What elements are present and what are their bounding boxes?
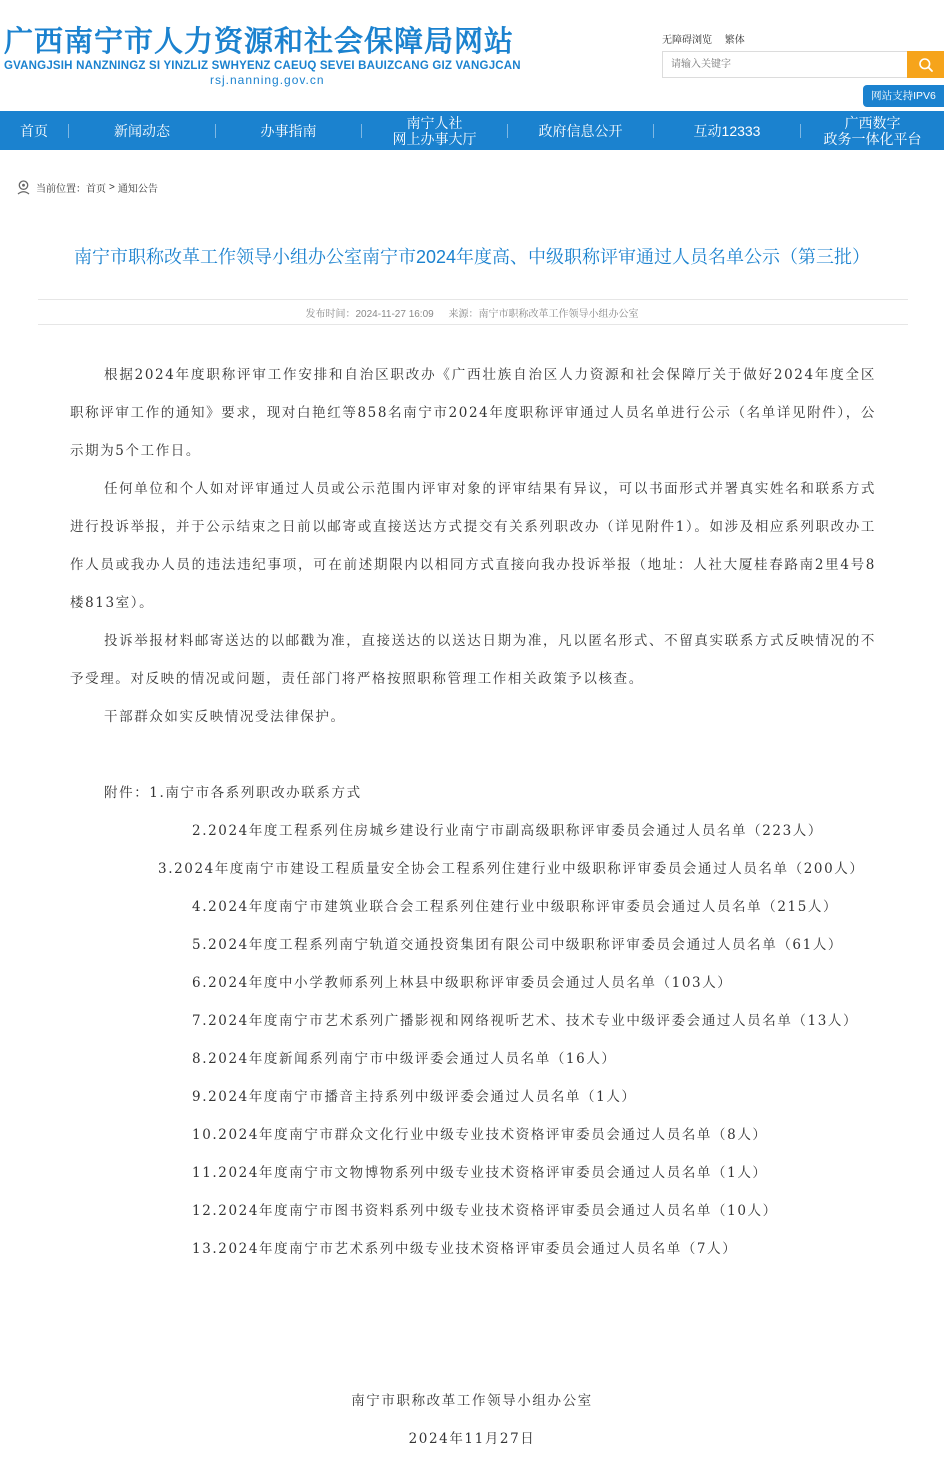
logo-title: 广西南宁市人力资源和社会保障局网站	[4, 24, 515, 58]
attachment-item[interactable]: 13.2024年度南宁市艺术系列中级专业技术资格评审委员会通过人员名单（7人）	[192, 1241, 738, 1257]
attachment-item[interactable]: 4.2024年度南宁市建筑业联合会工程系列住建行业中级职称评审委员会通过人员名单（215人）	[192, 899, 839, 915]
nav-item-digital-platform[interactable]: 广西数字 政务一体化平台	[823, 114, 922, 147]
breadcrumb-current[interactable]: 通知公告	[117, 183, 158, 195]
article-meta	[0, 305, 944, 320]
meta-divider	[38, 324, 908, 325]
logo-url: rsj.nanning.gov.cn	[210, 73, 325, 87]
spacer	[70, 736, 876, 774]
accessibility-link[interactable]: 无障碍浏览	[662, 35, 712, 46]
nav-item-interaction[interactable]: 互动12333	[693, 122, 761, 139]
site-header	[0, 0, 944, 110]
attachment-item[interactable]: 9.2024年度南宁市播音主持系列中级评委会通过人员名单（1人）	[192, 1089, 637, 1105]
nav-item-gov-info[interactable]: 政府信息公开	[538, 122, 623, 139]
search-input[interactable]	[663, 52, 907, 77]
top-links	[662, 31, 755, 46]
nav-item-home[interactable]: 首页	[20, 122, 48, 139]
body-paragraph: 投诉举报材料邮寄送达的以邮戳为准，直接送达的以送达日期为准，凡以匿名形式、不留真实联系方式反映情况的不予受理。对反映的情况或问题，责任部门将严格按照职称管理工作相关政策予以核查。	[70, 633, 876, 687]
attachment-item[interactable]: 3.2024年度南宁市建设工程质量安全协会工程系列住建行业中级职称评审委员会通过人员名单（200人）	[158, 861, 865, 877]
attachment-item[interactable]: 6.2024年度中小学教师系列上林县中级职称评审委员会通过人员名单（103人）	[192, 975, 733, 991]
nav-item-news[interactable]: 新闻动态	[114, 122, 170, 139]
site-logo[interactable]	[4, 24, 544, 88]
body-paragraph: 根据2024年度职称评审工作安排和自治区职改办《广西壮族自治区人力资源和社会保障厅关于做好2024年度全区职称评审工作的通知》要求，现对白艳红等858名南宁市2024年度职称评审通过人员名单进行公示（名单详见附件），公示期为5个工作日。	[70, 367, 876, 459]
search-icon	[918, 57, 934, 73]
breadcrumb-home[interactable]: 首页	[86, 183, 106, 195]
traditional-chinese-link[interactable]: 繁体	[724, 35, 745, 46]
main-nav	[0, 111, 944, 150]
attachment-item[interactable]: 12.2024年度南宁市图书资料系列中级专业技术资格评审委员会通过人员名单（10人）	[192, 1203, 778, 1219]
title-divider	[38, 299, 908, 300]
signature-org: 南宁市职称改革工作领导小组办公室	[351, 1393, 593, 1409]
article-source: 来源：南宁市职称改革工作领导小组办公室	[448, 309, 639, 320]
breadcrumb-separator: >	[109, 181, 115, 193]
nav-item-online-hall[interactable]: 南宁人社 网上办事大厅	[392, 114, 477, 147]
attachment-item[interactable]: 8.2024年度新闻系列南宁市中级评委会通过人员名单（16人）	[192, 1051, 617, 1067]
search-button[interactable]	[907, 51, 944, 78]
article-title: 南宁市职称改革工作领导小组办公室南宁市2024年度高、中级职称评审通过人员名单公示（第三批）	[73, 247, 871, 267]
attachment-item[interactable]: 2.2024年度工程系列住房城乡建设行业南宁市副高级职称评审委员会通过人员名单（223人）	[192, 823, 824, 839]
body-paragraph: 任何单位和个人如对评审通过人员或公示范围内评审对象的评审结果有异议，可以书面形式并署真实姓名和联系方式进行投诉举报，并于公示结束之日前以邮寄或直接送达方式提交有关系列职改办（详见附件1）。如涉及相应系列职改办工作人员或我办人员的违法违纪事项，可在前述期限内以相同方式直接向我办投诉举报（地址：人社大厦桂春路南2里4号8楼813室）。	[70, 481, 876, 611]
publish-time: 发布时间：2024-11-27 16:09	[305, 309, 434, 320]
nav-item-guide[interactable]: 办事指南	[260, 122, 317, 139]
search-box	[662, 51, 908, 78]
attachment-item[interactable]: 10.2024年度南宁市群众文化行业中级专业技术资格评审委员会通过人员名单（8人）	[192, 1127, 768, 1143]
location-pin-icon	[15, 179, 32, 196]
breadcrumb-prefix: 当前位置：	[36, 183, 86, 195]
attachment-item[interactable]: 附件：1.南宁市各系列职改办联系方式	[104, 785, 362, 801]
ipv6-badge: 网站支持IPV6	[863, 85, 944, 107]
body-paragraph: 干部群众如实反映情况受法律保护。	[104, 709, 346, 725]
attachment-item[interactable]: 11.2024年度南宁市文物博物系列中级专业技术资格评审委员会通过人员名单（1人）	[192, 1165, 768, 1181]
signature-block	[0, 1382, 944, 1458]
attachment-item[interactable]: 5.2024年度工程系列南宁轨道交通投资集团有限公司中级职称评审委员会通过人员名单（61人）	[192, 937, 844, 953]
article-body	[70, 356, 876, 1268]
attachment-item[interactable]: 7.2024年度南宁市艺术系列广播影视和网络视听艺术、技术专业中级评委会通过人员名单（13人）	[192, 1013, 859, 1029]
signature-date: 2024年11月27日	[408, 1431, 536, 1447]
logo-zhuang-text: GVANGJSIH NANZNINGZ SI YINZLIZ SWHYENZ CAEUQ SEVEI BAUIZCANG GIZ VANGJCAN	[4, 60, 521, 72]
breadcrumb	[15, 178, 158, 196]
